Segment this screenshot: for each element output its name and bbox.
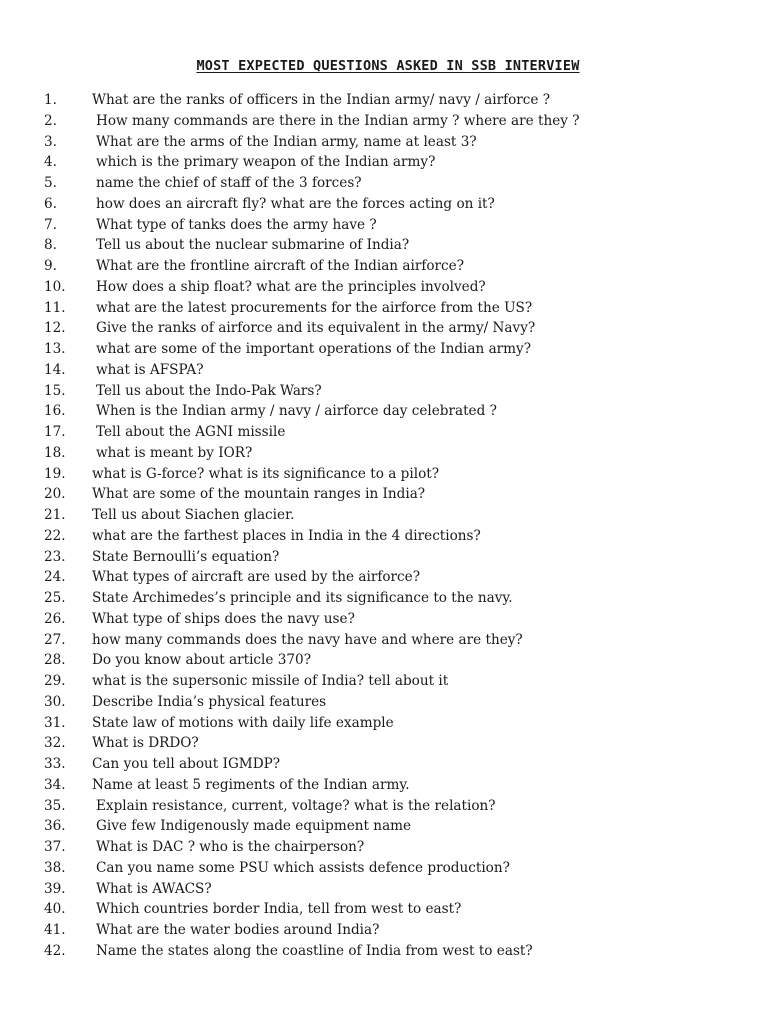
question-text: Can you tell about IGMDP? [92,756,281,772]
question-item [44,713,744,734]
question-item [44,733,744,754]
question-item [44,194,744,215]
question-number: 23. [44,548,66,565]
question-number: 1. [44,92,57,108]
question-text: What are the water bodies around India? [96,922,380,938]
question-number: 39. [44,880,66,897]
question-text: How many commands are there in the Indian army ? where are they ? [96,112,580,129]
question-number: 35. [44,797,66,814]
question-number: 18. [44,444,66,461]
question-item [44,526,744,547]
question-number: 29. [44,673,66,689]
question-number: 7. [44,216,57,233]
question-number: 16. [44,403,66,420]
question-item [44,132,744,153]
question-item [44,318,744,339]
question-item [44,256,744,277]
question-item [44,754,744,775]
question-text: Do you know about article 370? [92,652,311,669]
question-number: 14. [44,361,66,378]
question-item [44,505,744,526]
question-number: 36. [44,818,66,835]
question-number: 15. [44,382,66,399]
question-item [44,941,744,962]
question-number: 2. [44,112,57,129]
question-item [44,90,744,111]
question-number: 42. [44,942,66,959]
question-text: State Bernoulli’s equation? [92,548,280,565]
question-item [44,381,744,402]
question-number: 33. [44,756,66,772]
question-number: 28. [44,652,66,669]
question-text: what are some of the important operations of the Indian army? [96,341,532,357]
question-number: 8. [44,237,57,254]
question-text: what are the farthest places in India in the 4 directions? [92,527,481,544]
question-text: What is DAC ? who is the chairperson? [96,839,365,855]
question-text: name the chief of staff of the 3 forces? [96,175,362,191]
question-number: 32. [44,735,66,752]
question-number: 12. [44,320,66,337]
question-text: What are the arms of the Indian army, name at least 3? [96,133,477,150]
question-text: Can you name some PSU which assists defence production? [96,859,510,876]
question-text: State Archimedes’s principle and its significance to the navy. [92,590,513,606]
question-number: 3. [44,133,57,150]
question-item [44,277,744,298]
question-number: 5. [44,175,57,191]
question-text: Tell us about Siachen glacier. [92,507,295,523]
question-item [44,671,744,692]
question-item [44,464,744,485]
question-item [44,339,744,360]
question-text: What are the frontline aircraft of the Indian airforce? [96,258,464,274]
question-text: Tell about the AGNI missile [96,424,286,440]
question-item [44,899,744,920]
question-text: What are the ranks of officers in the Indian army/ navy / airforce ? [92,92,551,108]
question-number: 37. [44,839,66,855]
question-item [44,837,744,858]
question-number: 10. [44,278,66,295]
question-item [44,547,744,568]
question-number: 9. [44,258,57,274]
question-list [44,90,744,962]
question-text: What type of ships does the navy use? [92,610,355,627]
question-text: what is G-force? what is its significance to a pilot? [92,465,440,482]
question-text: When is the Indian army / navy / airforce day celebrated ? [96,403,497,420]
question-item [44,484,744,505]
question-item [44,215,744,236]
question-item [44,796,744,817]
question-text: what is meant by IOR? [96,444,253,461]
question-item [44,152,744,173]
question-item [44,173,744,194]
question-text: what is the supersonic missile of India? tell about it [92,673,449,689]
question-text: Name at least 5 regiments of the Indian army. [92,776,410,793]
question-text: Give few Indigenously made equipment name [96,818,412,835]
question-text: which is the primary weapon of the Indian army? [96,154,436,171]
question-number: 27. [44,631,66,648]
question-number: 24. [44,569,66,586]
question-text: Tell us about the nuclear submarine of India? [96,237,410,254]
question-number: 19. [44,465,66,482]
question-text: what are the latest procurements for the airforce from the US? [96,299,533,316]
question-item [44,692,744,713]
question-item [44,920,744,941]
question-text: Tell us about the Indo-Pak Wars? [96,382,322,399]
question-text: what is AFSPA? [96,361,204,378]
question-item [44,588,744,609]
question-number: 26. [44,610,66,627]
question-number: 25. [44,590,66,606]
question-number: 30. [44,693,66,710]
question-text: how many commands does the navy have and where are they? [92,631,523,648]
document-title: MOST EXPECTED QUESTIONS ASKED IN SSB INTERVIEW [196,58,580,74]
question-number: 22. [44,527,66,544]
question-number: 13. [44,341,66,357]
question-text: What type of tanks does the army have ? [96,216,377,233]
question-text: How does a ship float? what are the principles involved? [96,278,486,295]
question-number: 38. [44,859,66,876]
question-item [44,816,744,837]
question-text: What types of aircraft are used by the airforce? [92,569,420,586]
question-item [44,609,744,630]
question-number: 21. [44,507,66,523]
question-number: 31. [44,714,66,731]
question-item [44,235,744,256]
question-item [44,879,744,900]
question-text: Describe India’s physical features [92,693,327,710]
question-text: Give the ranks of airforce and its equivalent in the army/ Navy? [96,320,536,337]
question-text: Which countries border India, tell from west to east? [96,901,462,918]
question-item [44,298,744,319]
question-item [44,360,744,381]
question-item [44,111,744,132]
question-text: Name the states along the coastline of India from west to east? [96,942,533,959]
question-text: What is DRDO? [92,735,199,752]
question-number: 6. [44,195,57,212]
question-number: 17. [44,424,66,440]
question-text: What are some of the mountain ranges in India? [92,486,426,503]
question-item [44,775,744,796]
question-item [44,422,744,443]
question-text: how does an aircraft fly? what are the forces acting on it? [96,195,495,212]
question-number: 40. [44,901,66,918]
question-item [44,567,744,588]
question-item [44,401,744,422]
question-text: Explain resistance, current, voltage? what is the relation? [96,797,496,814]
question-number: 41. [44,922,66,938]
question-number: 4. [44,154,57,171]
question-number: 20. [44,486,66,503]
question-item [44,443,744,464]
question-text: State law of motions with daily life example [92,714,394,731]
question-text: What is AWACS? [96,880,212,897]
question-item [44,630,744,651]
question-number: 11. [44,299,66,316]
question-number: 34. [44,776,66,793]
question-item [44,858,744,879]
question-item [44,650,744,671]
